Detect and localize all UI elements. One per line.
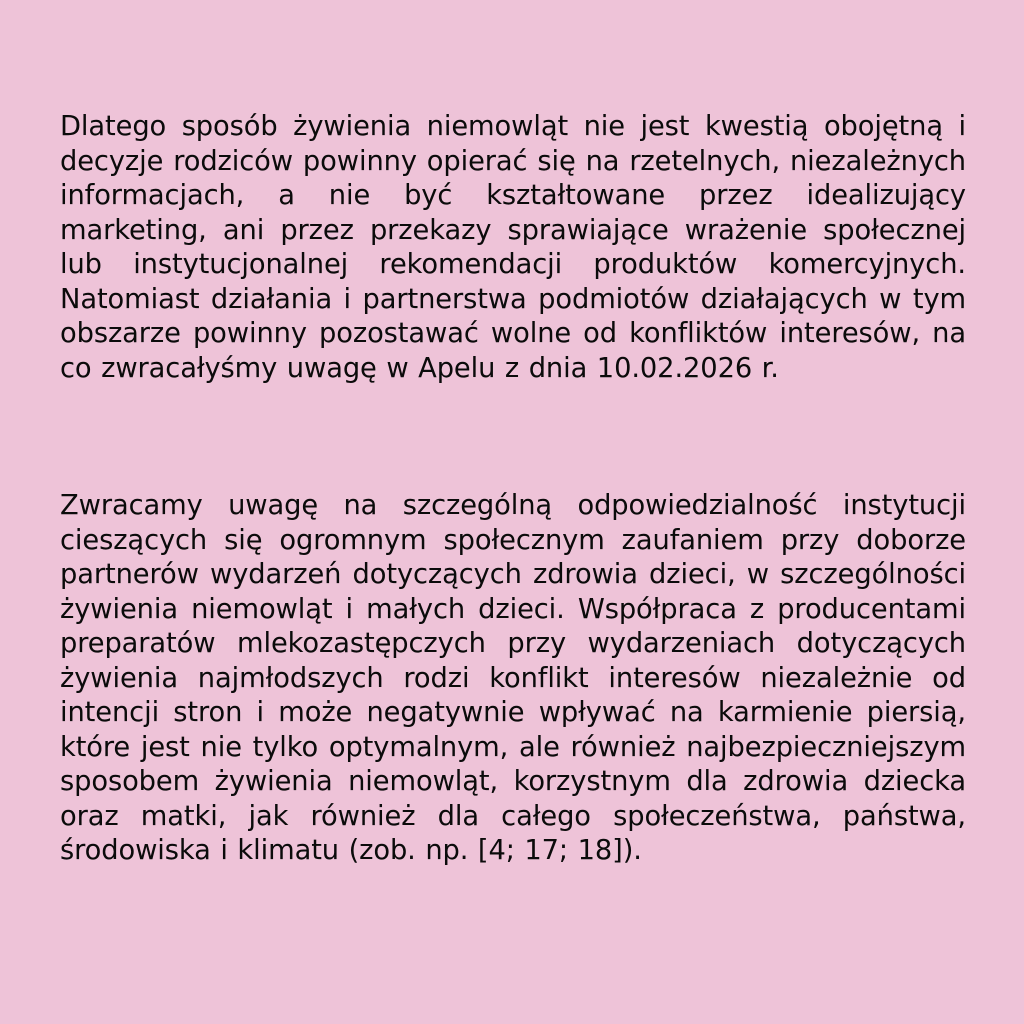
paragraph-2: Zwracamy uwagę na szczególną odpowiedzialność instytucji cieszących się ogromnym społecznym zaufaniem przy doborze partnerów wydarzeń dotyczących zdrowia dzieci, w szczególności żywienia niemowląt i małych dzieci. Współpraca z producentami preparatów mlekozastępczych przy wydarzeniach dotyczących żywienia najmłodszych rodzi konflikt interesów niezależnie od intencji stron i może negatywnie wpływać na karmienie piersią, które jest nie tylko optymalnym, ale również najbezpieczniejszym sposobem żywienia niemowląt, korzystnym dla zdrowia dziecka oraz matki, jak również dla całego społeczeństwa, państwa, środowiska i klimatu (zob. np. [4; 17; 18]).: [60, 490, 966, 867]
paragraph-1: Dlatego sposób żywienia niemowląt nie jest kwestią obojętną i decyzje rodziców powinny opierać się na rzetelnych, niezależnych informacjach, a nie być kształtowane przez idealizujący marketing, ani przez przekazy sprawiające wrażenie społecznej lub instytucjonalnej rekomendacji produktów komercyjnych. Natomiast działania i partnerstwa podmiotów działających w tym obszarze powinny pozostawać wolne od konfliktów interesów, na co zwracałyśmy uwagę w Apelu z dnia 10.02.2026 r.: [60, 111, 966, 384]
